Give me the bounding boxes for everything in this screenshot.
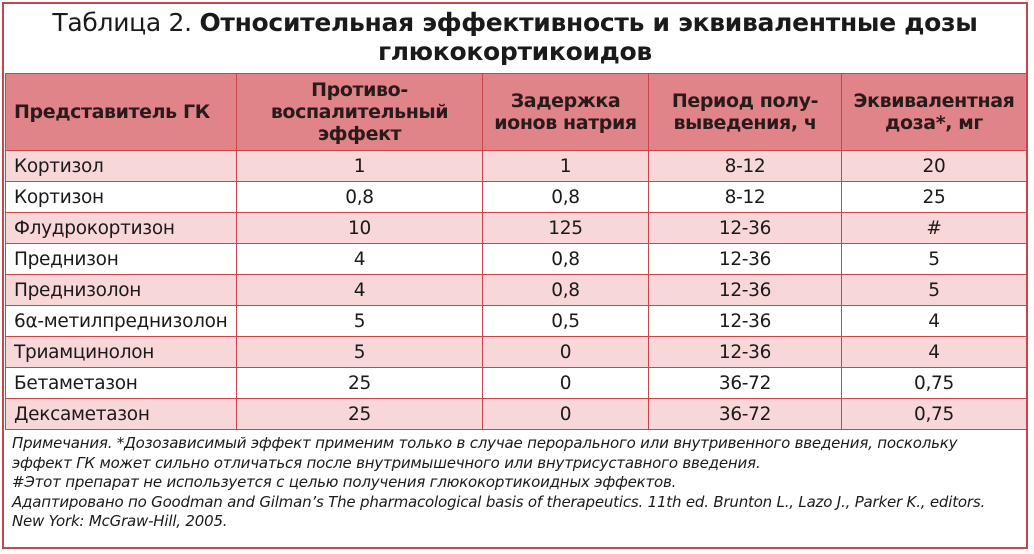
- column-header: Противо-воспалительный эффект: [237, 74, 483, 151]
- table-cell: 125: [483, 213, 649, 244]
- table-row: [6, 182, 1027, 213]
- drug-name: Преднизон: [6, 244, 237, 275]
- note-line: эффект ГК может сильно отличаться после внутримышечного или внутрисуставного введения.: [12, 453, 761, 472]
- table-cell: 12-36: [649, 213, 842, 244]
- table-row: [6, 275, 1027, 306]
- table-row: [6, 368, 1027, 399]
- table-cell: 8-12: [649, 151, 842, 182]
- table-cell: #: [842, 213, 1027, 244]
- table-row: [6, 399, 1027, 430]
- table-notes: [12, 434, 1022, 532]
- title-main: Относительная эффективность и эквивалентные дозы: [199, 8, 978, 37]
- column-header: Представитель ГК: [6, 74, 237, 151]
- title-line-1: [4, 8, 1026, 37]
- column-header: Задержка ионов натрия: [483, 74, 649, 151]
- glucocorticoid-table: [5, 73, 1027, 430]
- table-cell: 25: [842, 182, 1027, 213]
- table-cell: 4: [842, 337, 1027, 368]
- note-line: New York: McGraw-Hill, 2005.: [12, 512, 228, 531]
- column-header: Период полу-выведения, ч: [649, 74, 842, 151]
- table-cell: 0: [483, 368, 649, 399]
- table-cell: 12-36: [649, 337, 842, 368]
- table-cell: 8-12: [649, 182, 842, 213]
- drug-name: Преднизолон: [6, 275, 237, 306]
- drug-name: Дексаметазон: [6, 399, 237, 430]
- table-row: [6, 244, 1027, 275]
- table-row: [6, 213, 1027, 244]
- table-cell: 25: [237, 399, 483, 430]
- table-cell: 0,8: [483, 182, 649, 213]
- table-cell: 4: [237, 244, 483, 275]
- table-cell: 5: [842, 244, 1027, 275]
- table-cell: 12-36: [649, 244, 842, 275]
- title-line-2: глюкокортикоидов: [378, 37, 652, 66]
- note-line: #Этот препарат не используется с целью получения глюкокортикоидных эффектов.: [12, 473, 677, 492]
- table-cell: 36-72: [649, 368, 842, 399]
- drug-name: Флудрокортизон: [6, 213, 237, 244]
- column-header: Эквивалентная доза*, мг: [842, 74, 1027, 151]
- note-line: Адаптировано по Goodman and Gilman’s The pharmacological basis of therapeutics. 11th ed. Brunton L., Lazo J., Parker K., editors.: [12, 492, 986, 511]
- table-row: [6, 337, 1027, 368]
- table-cell: 0,5: [483, 306, 649, 337]
- table-cell: 0,75: [842, 399, 1027, 430]
- table-cell: 0: [483, 399, 649, 430]
- table-cell: 12-36: [649, 306, 842, 337]
- table-cell: 5: [237, 306, 483, 337]
- drug-name: Кортизол: [6, 151, 237, 182]
- table-row: [6, 151, 1027, 182]
- drug-name: 6α-метилпреднизолон: [6, 306, 237, 337]
- table-cell: 0,75: [842, 368, 1027, 399]
- table-cell: 5: [842, 275, 1027, 306]
- table-row: [6, 306, 1027, 337]
- table-cell: 0,8: [483, 275, 649, 306]
- table-cell: 36-72: [649, 399, 842, 430]
- drug-name: Бетаметазон: [6, 368, 237, 399]
- table-cell: 25: [237, 368, 483, 399]
- table-cell: 4: [842, 306, 1027, 337]
- table-cell: 5: [237, 337, 483, 368]
- table-cell: 1: [237, 151, 483, 182]
- table-header-row: [6, 74, 1027, 151]
- table-cell: 0: [483, 337, 649, 368]
- drug-name: Кортизон: [6, 182, 237, 213]
- table-cell: 0,8: [483, 244, 649, 275]
- drug-name: Триамцинолон: [6, 337, 237, 368]
- table-cell: 12-36: [649, 275, 842, 306]
- table-cell: 20: [842, 151, 1027, 182]
- table-cell: 4: [237, 275, 483, 306]
- table-cell: 10: [237, 213, 483, 244]
- title-prefix: Таблица 2.: [52, 8, 192, 37]
- table-cell: 1: [483, 151, 649, 182]
- note-line: Примечания. *Дозозависимый эффект применим только в случае перорального или внутривенного введения, поскольку: [12, 434, 958, 452]
- table-cell: 0,8: [237, 182, 483, 213]
- table-title: [4, 8, 1026, 66]
